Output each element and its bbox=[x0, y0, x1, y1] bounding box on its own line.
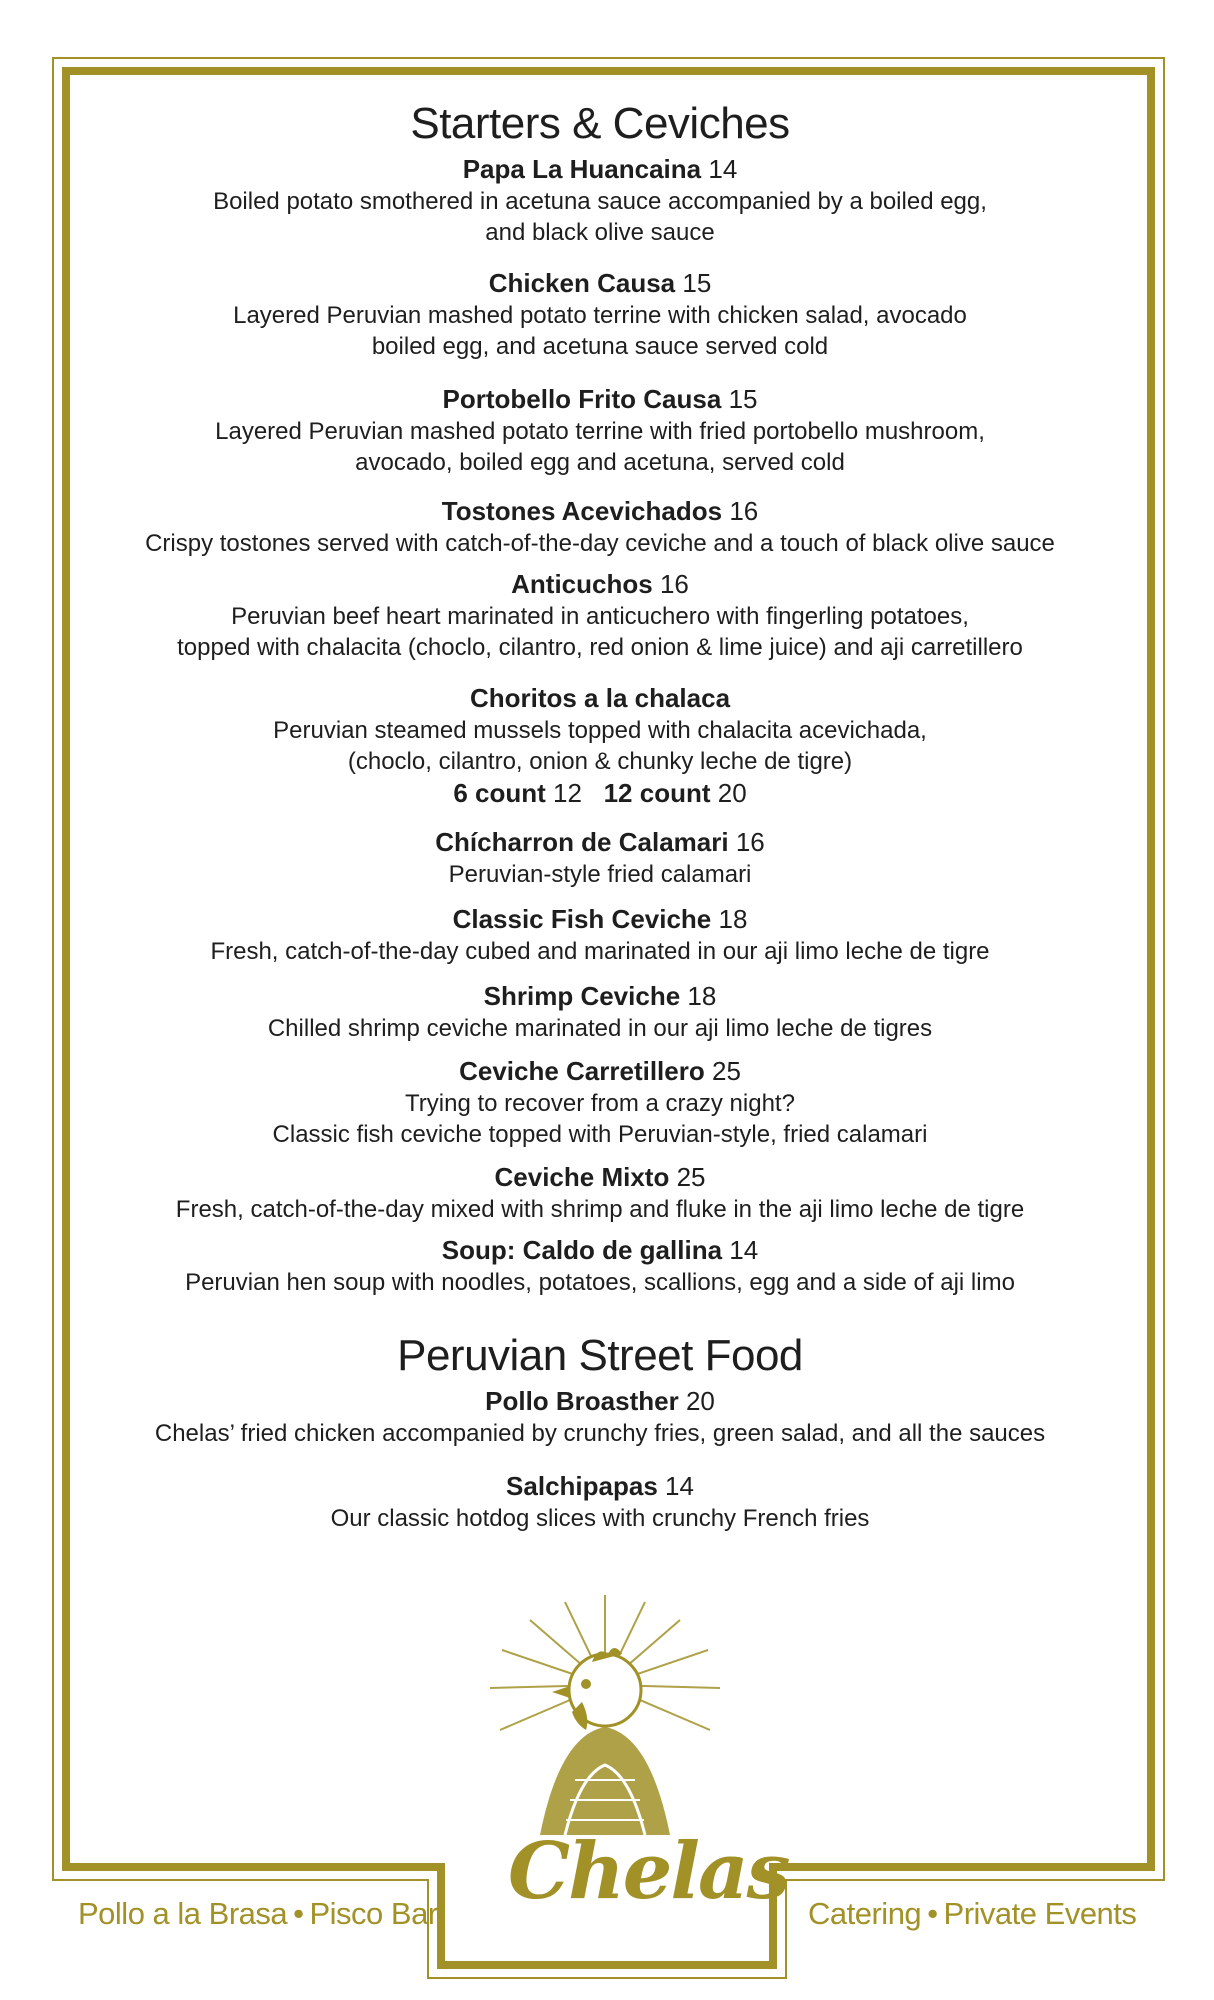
item-name: Pollo Broasther bbox=[485, 1386, 679, 1416]
item-description: boiled egg, and acetuna sauce served cold bbox=[371, 333, 829, 360]
item-description: Boiled potato smothered in acetuna sauce accompanied by a boiled egg, bbox=[213, 188, 987, 215]
menu-item bbox=[110, 825, 1090, 890]
item-price: 16 bbox=[659, 569, 689, 599]
menu-item bbox=[110, 1160, 1090, 1225]
item-heading bbox=[110, 382, 1090, 416]
footer-item-events: Private Events bbox=[943, 1896, 1137, 1931]
menu-item bbox=[110, 681, 1090, 809]
item-heading bbox=[110, 266, 1090, 300]
portion-label: 6 count bbox=[453, 778, 546, 808]
item-heading bbox=[110, 1233, 1090, 1267]
item-description: Crispy tostones served with catch-of-the-day ceviche and a touch of black olive sauce bbox=[145, 530, 1055, 557]
menu-item bbox=[110, 494, 1090, 559]
item-heading bbox=[110, 1384, 1090, 1418]
portion-label: 12 count bbox=[603, 778, 711, 808]
item-heading bbox=[110, 1054, 1090, 1088]
item-description: topped with chalacita (choclo, cilantro, red onion & lime juice) and aji carretillero bbox=[177, 634, 1023, 661]
item-description: Peruvian hen soup with noodles, potatoes, scallions, egg and a side of aji limo bbox=[185, 1269, 1015, 1296]
item-description: Layered Peruvian mashed potato terrine with fried portobello mushroom, bbox=[215, 418, 985, 445]
item-description: Classic fish ceviche topped with Peruvian-style, fried calamari bbox=[272, 1121, 928, 1148]
item-price: 14 bbox=[729, 1235, 759, 1265]
item-heading bbox=[110, 979, 1090, 1013]
item-heading bbox=[110, 681, 1090, 715]
menu-item bbox=[110, 266, 1090, 362]
item-price: 16 bbox=[735, 827, 765, 857]
item-heading bbox=[110, 152, 1090, 186]
item-description: Trying to recover from a crazy night? bbox=[405, 1090, 795, 1117]
item-description: Peruvian-style fried calamari bbox=[448, 861, 752, 888]
item-price: 14 bbox=[708, 154, 738, 184]
menu-item bbox=[110, 1384, 1090, 1449]
item-description: (choclo, cilantro, onion & chunky leche de tigre) bbox=[347, 748, 853, 775]
item-name: Chicken Causa bbox=[488, 268, 676, 298]
section-title: Starters & Ceviches bbox=[410, 99, 790, 148]
item-description: Peruvian beef heart marinated in anticuchero with fingerling potatoes, bbox=[231, 603, 969, 630]
item-description: and black olive sauce bbox=[485, 219, 715, 246]
item-name: Papa La Huancaina bbox=[462, 154, 702, 184]
menu-item bbox=[110, 902, 1090, 967]
menu-item bbox=[110, 979, 1090, 1044]
item-price: 25 bbox=[711, 1056, 741, 1086]
item-price: 18 bbox=[687, 981, 717, 1011]
portion-price: 20 bbox=[717, 778, 747, 808]
item-name: Ceviche Carretillero bbox=[459, 1056, 705, 1086]
item-price: 25 bbox=[676, 1162, 706, 1192]
item-description: Fresh, catch-of-the-day mixed with shrimp and fluke in the aji limo leche de tigre bbox=[175, 1196, 1025, 1223]
item-description: Our classic hotdog slices with crunchy French fries bbox=[330, 1505, 870, 1532]
menu-item bbox=[110, 1469, 1090, 1534]
footer-right-tagline bbox=[808, 1896, 1136, 1932]
menu-section bbox=[110, 96, 1090, 1298]
portion-price: 12 bbox=[553, 778, 582, 808]
section-title: Peruvian Street Food bbox=[397, 1331, 803, 1380]
item-name: Salchipapas bbox=[506, 1471, 658, 1501]
footer-left-tagline bbox=[78, 1896, 438, 1932]
menu-section bbox=[110, 1328, 1090, 1534]
item-name: Classic Fish Ceviche bbox=[452, 904, 712, 934]
menu-item bbox=[110, 382, 1090, 478]
item-heading bbox=[110, 1160, 1090, 1194]
footer-item-pisco: Pisco Bar bbox=[309, 1896, 438, 1931]
footer-item-pollo: Pollo a la Brasa bbox=[78, 1896, 288, 1931]
item-description: Chilled shrimp ceviche marinated in our aji limo leche de tigres bbox=[267, 1015, 933, 1042]
item-heading bbox=[110, 902, 1090, 936]
menu-item bbox=[110, 152, 1090, 248]
item-description: Chelas’ fried chicken accompanied by crunchy fries, green salad, and all the sauces bbox=[154, 1420, 1046, 1447]
item-name: Choritos a la chalaca bbox=[469, 683, 731, 713]
item-name: Portobello Frito Causa bbox=[442, 384, 722, 414]
menu-item bbox=[110, 1233, 1090, 1298]
item-heading bbox=[110, 825, 1090, 859]
item-name: Soup: Caldo de gallina bbox=[441, 1235, 723, 1265]
footer-item-catering: Catering bbox=[808, 1896, 922, 1931]
rooster-icon bbox=[470, 1590, 740, 1840]
item-name: Shrimp Ceviche bbox=[483, 981, 681, 1011]
item-name: Anticuchos bbox=[511, 569, 653, 599]
item-price: 15 bbox=[682, 268, 712, 298]
item-name: Tostones Acevichados bbox=[441, 496, 723, 526]
item-price: 14 bbox=[665, 1471, 694, 1501]
footer-separator: • bbox=[293, 1896, 304, 1931]
item-price: 18 bbox=[718, 904, 748, 934]
item-name: Chícharron de Calamari bbox=[435, 827, 729, 857]
menu-item bbox=[110, 1054, 1090, 1150]
menu-item bbox=[110, 567, 1090, 663]
item-heading bbox=[110, 567, 1090, 601]
item-heading bbox=[110, 1469, 1090, 1503]
item-heading bbox=[110, 494, 1090, 528]
item-price: 16 bbox=[729, 496, 759, 526]
item-price: 20 bbox=[685, 1386, 715, 1416]
item-description: Fresh, catch-of-the-day cubed and marinated in our aji limo leche de tigre bbox=[210, 938, 990, 965]
portion-options bbox=[110, 777, 1090, 809]
item-description: Layered Peruvian mashed potato terrine with chicken salad, avocado bbox=[233, 302, 967, 329]
item-description: avocado, boiled egg and acetuna, served cold bbox=[355, 449, 845, 476]
chelas-logo-text: Chelas bbox=[508, 1826, 789, 1917]
footer-separator: • bbox=[927, 1896, 938, 1931]
menu-content bbox=[110, 96, 1090, 1534]
item-description: Peruvian steamed mussels topped with chalacita acevichada, bbox=[273, 717, 927, 744]
item-price: 15 bbox=[728, 384, 758, 414]
item-name: Ceviche Mixto bbox=[494, 1162, 670, 1192]
